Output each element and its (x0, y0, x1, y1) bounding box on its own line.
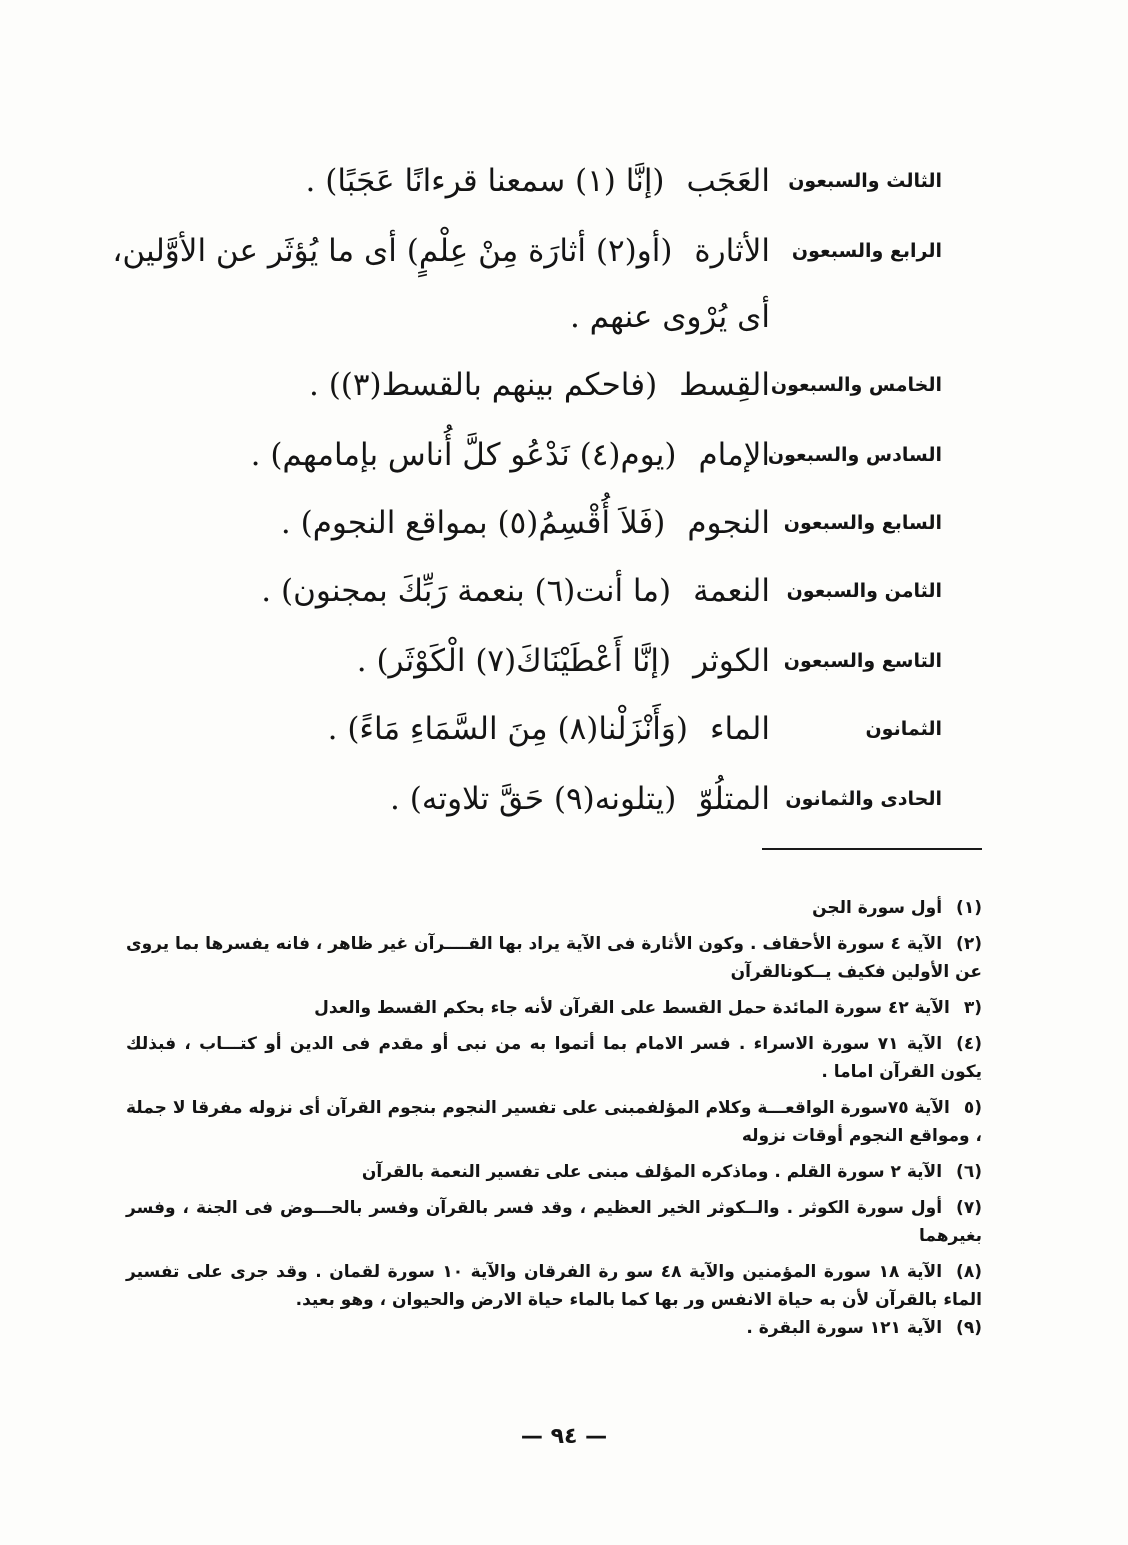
entry-word: الإمام (698, 437, 770, 473)
footnote-8 (126, 1258, 982, 1314)
footnote-text: الآية ٤٢ سورة المائدة حمل القسط على القرآن لأنه جاء بحكم القسط والعدل (314, 998, 950, 1018)
entry-80 (142, 706, 942, 766)
entry-text: (فَلاَ أُقْسِمُ(٥) بمواقع النجوم) . (280, 505, 666, 541)
entry-79 (142, 638, 942, 698)
footnote-text: أول سورة الكوثر . والــكوثر الخير العظيم ، وقد فسر بالقرآن وفسر بالحـــوض فى الجنة ، وفسر بغيرهما (126, 1198, 982, 1246)
entry-78 (142, 568, 942, 628)
entry-continuation: أى يُرْوى عنهم . (569, 299, 770, 335)
entry-text: (ما أنت(٦) بنعمة رَبِّكَ بمجنون) . (261, 573, 672, 609)
entry-text: (وَأَنْزَلْنا(٨) مِنَ السَّمَاءِ مَاءً) . (327, 711, 688, 747)
page-number: — ٩٤ — (520, 1424, 608, 1449)
entry-text: (فاحكم بينهم بالقسط(٣)) . (308, 367, 658, 403)
entry-line (130, 568, 770, 614)
footnote-number: (٨) (956, 1262, 982, 1282)
entry-word: النجوم (687, 505, 770, 541)
footnote-number: (٦) (956, 1162, 982, 1182)
footnote-7 (126, 1194, 982, 1250)
footnote-number: (٢) (956, 934, 982, 954)
entry-word: الكوثر (693, 643, 770, 679)
footnote-2 (126, 930, 982, 986)
entry-text: (إنَّا (١) سمعنا قرءانًا عَجَبًا) . (305, 163, 665, 199)
entry-ordinal: الثالث والسبعون (788, 170, 942, 192)
entry-text: (يتلونه(٩) حَقَّ تلاوته) . (390, 781, 677, 817)
entry-81 (142, 776, 942, 836)
entry-line (130, 706, 770, 752)
entry-ordinal: الخامس والسبعون (770, 374, 942, 396)
footnote-number: (٧) (956, 1198, 982, 1218)
footnote-number: (٣ (963, 998, 982, 1018)
entry-74 (112, 228, 942, 358)
footnote-3 (126, 994, 982, 1022)
entry-76 (142, 432, 942, 492)
footnote-number: (٩) (956, 1318, 982, 1338)
entry-77 (142, 500, 942, 560)
entry-word: النعمة (693, 573, 770, 609)
entry-text: (يوم(٤) نَدْعُو كلَّ أُناس بإمامهم) . (250, 437, 677, 473)
footnote-number: (١) (956, 898, 982, 918)
entry-line (130, 362, 770, 408)
entry-word: الأثارة (694, 233, 770, 269)
footnote-text: الآية ١٨ سورة المؤمنين والآية ٤٨ سو رة الفرقان والآية ١٠ سورة لقمان . وقد جرى على تفسير الماء بالقرآن لأن به حياة الانفس ور بها كما بالماء حياة الارض والحيوان ، وهو بعيد. (126, 1262, 982, 1310)
entry-ordinal: الثامن والسبعون (786, 580, 942, 602)
entry-line (130, 158, 770, 204)
footnote-1 (126, 894, 982, 922)
entry-ordinal: السادس والسبعون (767, 444, 942, 466)
entry-line (130, 776, 770, 822)
footnote-text: الآية ٧١ سورة الاسراء . فسر الامام بما أتموا به من نبى أو مقدم فى الدين أو كتـــاب ، فبذلك يكون القرآن اماما . (126, 1034, 982, 1082)
footnote-text: الآية ٢ سورة القلم . وماذكره المؤلف مبنى على تفسير النعمة بالقرآن (361, 1162, 943, 1182)
footnote-5 (126, 1094, 982, 1150)
entry-ordinal: السابع والسبعون (783, 512, 942, 534)
footnotes (126, 894, 982, 1342)
entry-text: (إنَّا أَعْطَيْنَاكَ(٧) الْكَوْثَر) . (356, 643, 672, 679)
entry-word: المتلُوّ (698, 781, 770, 817)
entry-73 (142, 158, 942, 218)
entry-ordinal: الحادى والثمانون (785, 788, 942, 810)
entry-word: العَجَب (686, 163, 770, 199)
entry-75 (142, 362, 942, 422)
entry-line (112, 228, 770, 274)
footnote-number: (٤) (956, 1034, 983, 1054)
entry-ordinal: التاسع والسبعون (783, 650, 942, 672)
footnote-4 (126, 1030, 982, 1086)
entry-ordinal: الرابع والسبعون (791, 240, 942, 262)
footnote-text: أول سورة الجن (812, 898, 943, 918)
entry-word: القِسط (679, 367, 770, 403)
footnote-9 (126, 1314, 982, 1342)
footnote-number: (٥ (963, 1098, 982, 1118)
footnote-text: الآية ١٢١ سورة البقرة . (746, 1318, 943, 1338)
entry-text: (أو(٢) أثارَة مِنْ عِلْمٍ) أى ما يُؤثَر عن الأوَّلين، (112, 233, 673, 269)
entry-ordinal: الثمانون (865, 718, 942, 740)
footnote-text: الآية ٧٥سورة الواقعـــة وكلام المؤلفمبنى على تفسير النجوم بنجوم القرآن أى نزوله مفرقا لا جملة ، ومواقع النجوم أوقات نزوله (126, 1098, 982, 1146)
entry-line (130, 500, 770, 546)
entry-line (130, 432, 770, 478)
entry-line (130, 638, 770, 684)
entry-word: الماء (709, 711, 770, 747)
footnote-text: الآية ٤ سورة الأحقاف . وكون الأثارة فى الآية يراد بها القــــرآن غير ظاهر ، فانه يفسرها بما يروى عن الأولين فكيف يــكونالقرآن (126, 934, 982, 982)
footnote-6 (126, 1158, 982, 1186)
footnote-divider (762, 848, 982, 850)
